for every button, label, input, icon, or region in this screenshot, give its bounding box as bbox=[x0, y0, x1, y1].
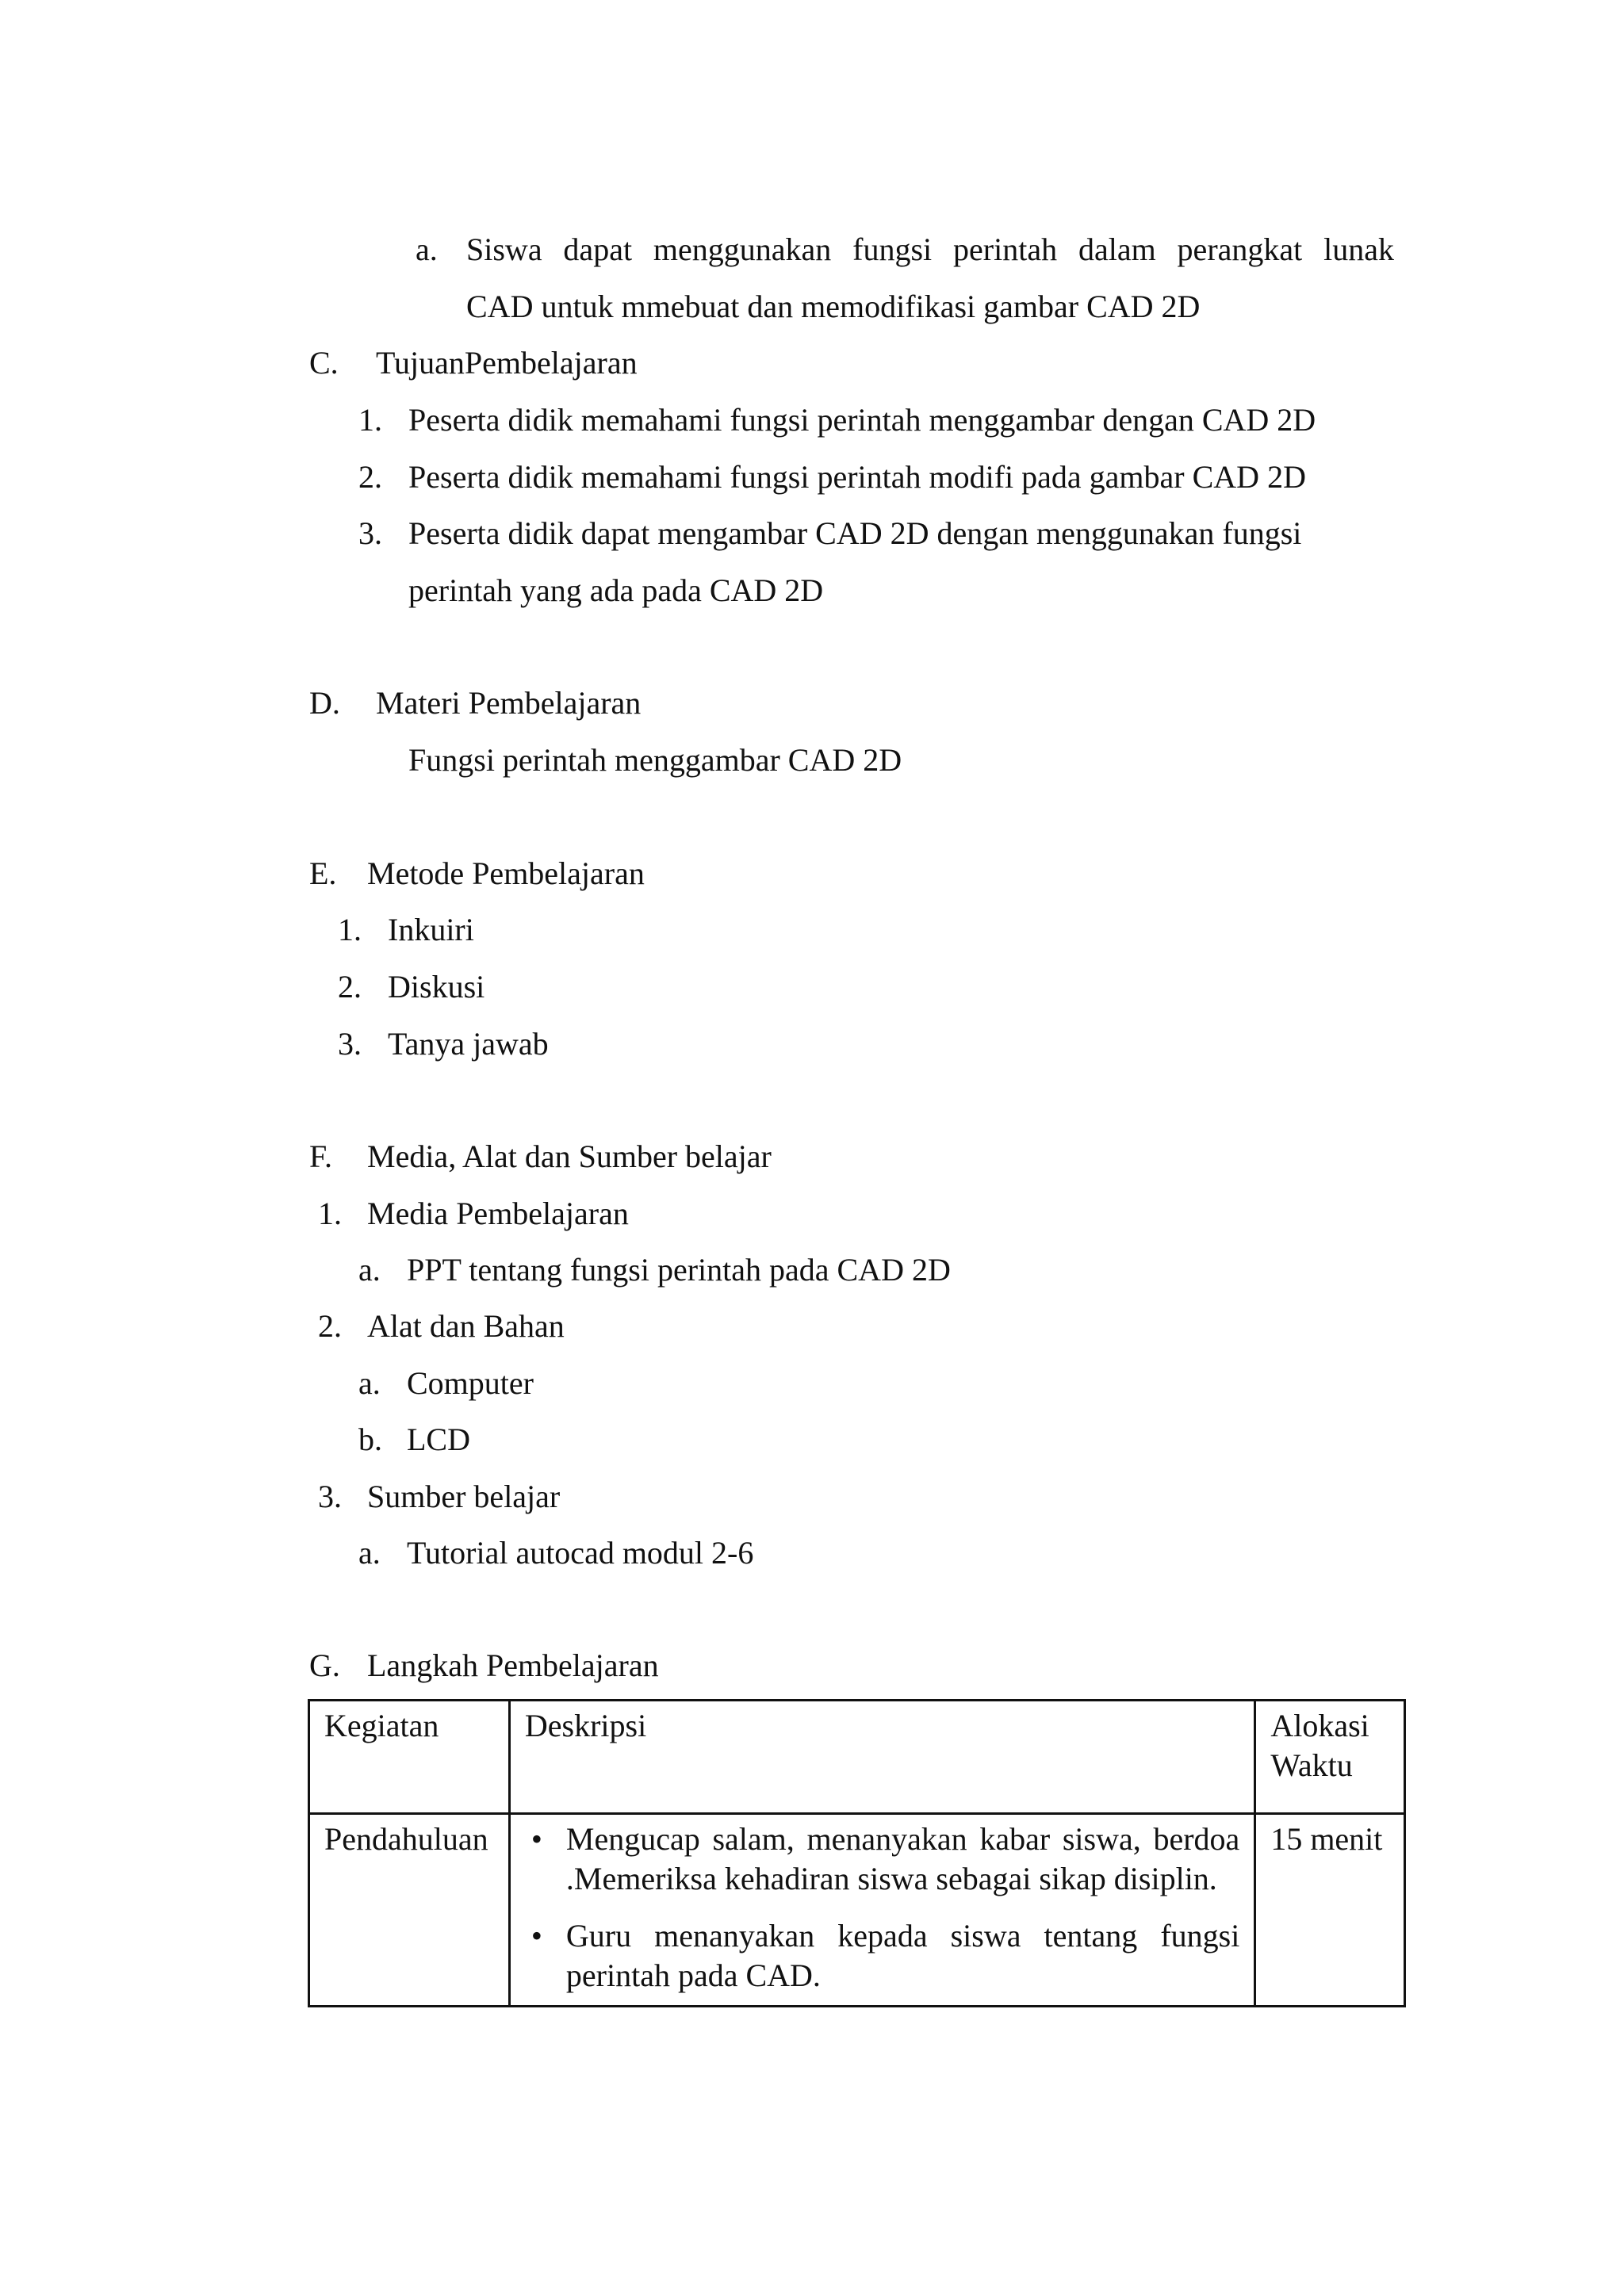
section-f-group-2-item-2: LCD bbox=[407, 1422, 470, 1457]
section-e-item-2-marker: 2. bbox=[338, 969, 362, 1004]
section-c-title: TujuanPembelajaran bbox=[376, 345, 638, 381]
bullet-icon: • bbox=[530, 1918, 542, 1954]
bullet-icon: • bbox=[530, 1821, 542, 1857]
list-item bbox=[525, 1916, 1239, 1996]
objective-line-1: Siswa dapat menggunakan fungsi perintah dalam perangkat lunak bbox=[466, 232, 1394, 267]
header-description: Deskripsi bbox=[509, 1701, 1254, 1814]
section-f-group-3-title: Sumber belajar bbox=[367, 1479, 561, 1514]
section-c-item-2: Peserta didik memahami fungsi perintah modifi pada gambar CAD 2D bbox=[408, 459, 1306, 495]
section-f-group-3-marker: 3. bbox=[318, 1479, 342, 1514]
section-f-group-2-item-2-marker: b. bbox=[358, 1422, 382, 1457]
table-header-row bbox=[309, 1701, 1405, 1814]
learning-steps-table bbox=[308, 1699, 1406, 2007]
header-activity: Kegiatan bbox=[309, 1701, 510, 1814]
section-c-item-3-marker: 3. bbox=[358, 515, 382, 551]
section-e-item-3: Tanya jawab bbox=[388, 1026, 549, 1062]
section-f-letter: F. bbox=[309, 1138, 333, 1174]
description-bullets bbox=[525, 1820, 1239, 1996]
row-activity: Pendahuluan bbox=[309, 1814, 510, 2007]
section-c-item-1-marker: 1. bbox=[358, 402, 382, 438]
section-f-group-3-item-1-marker: a. bbox=[358, 1535, 381, 1571]
section-c-letter: C. bbox=[309, 345, 339, 381]
section-d-body: Fungsi perintah menggambar CAD 2D bbox=[408, 742, 902, 778]
section-g-letter: G. bbox=[309, 1647, 340, 1683]
section-f-group-2-item-1-marker: a. bbox=[358, 1365, 381, 1401]
section-f-title: Media, Alat dan Sumber belajar bbox=[367, 1138, 772, 1174]
section-e-title: Metode Pembelajaran bbox=[367, 855, 645, 891]
section-e-item-1-marker: 1. bbox=[338, 912, 362, 947]
objective-marker: a. bbox=[416, 232, 438, 267]
objective-line-2: CAD untuk mmebuat dan memodifikasi gambar CAD 2D bbox=[466, 289, 1201, 324]
section-f-group-2-item-1: Computer bbox=[407, 1365, 534, 1401]
section-g-title: Langkah Pembelajaran bbox=[367, 1647, 659, 1683]
table-row bbox=[309, 1814, 1405, 2007]
section-d-title: Materi Pembelajaran bbox=[376, 685, 642, 721]
bullet-text-1: Mengucap salam, menanyakan kabar siswa, berdoa .Memeriksa kehadiran siswa sebagai sikap disiplin. bbox=[565, 1821, 1240, 1896]
bullet-text-2: Guru menanyakan kepada siswa tentang fungsi perintah pada CAD. bbox=[565, 1918, 1240, 1993]
section-e-item-1: Inkuiri bbox=[388, 912, 474, 947]
section-e-letter: E. bbox=[309, 855, 337, 891]
section-c-item-2-marker: 2. bbox=[358, 459, 382, 495]
section-f-group-1-item-1: PPT tentang fungsi perintah pada CAD 2D bbox=[407, 1252, 951, 1288]
list-item bbox=[525, 1820, 1239, 1899]
section-f-group-1-item-1-marker: a. bbox=[358, 1252, 381, 1288]
row-description bbox=[509, 1814, 1254, 2007]
header-time-allocation: Alokasi Waktu bbox=[1255, 1701, 1405, 1814]
section-f-group-2-marker: 2. bbox=[318, 1308, 342, 1344]
section-f-group-1-title: Media Pembelajaran bbox=[367, 1196, 629, 1231]
section-e-item-2: Diskusi bbox=[388, 969, 485, 1004]
section-e-item-3-marker: 3. bbox=[338, 1026, 362, 1062]
section-c-item-3-continued: perintah yang ada pada CAD 2D bbox=[408, 572, 824, 608]
section-d-letter: D. bbox=[309, 685, 340, 721]
section-f-group-2-title: Alat dan Bahan bbox=[367, 1308, 565, 1344]
row-time: 15 menit bbox=[1255, 1814, 1405, 2007]
section-c-item-3: Peserta didik dapat mengambar CAD 2D dengan menggunakan fungsi bbox=[408, 515, 1302, 551]
section-c-item-1: Peserta didik memahami fungsi perintah menggambar dengan CAD 2D bbox=[408, 402, 1316, 438]
section-f-group-3-item-1: Tutorial autocad modul 2-6 bbox=[407, 1535, 754, 1571]
section-f-group-1-marker: 1. bbox=[318, 1196, 342, 1231]
